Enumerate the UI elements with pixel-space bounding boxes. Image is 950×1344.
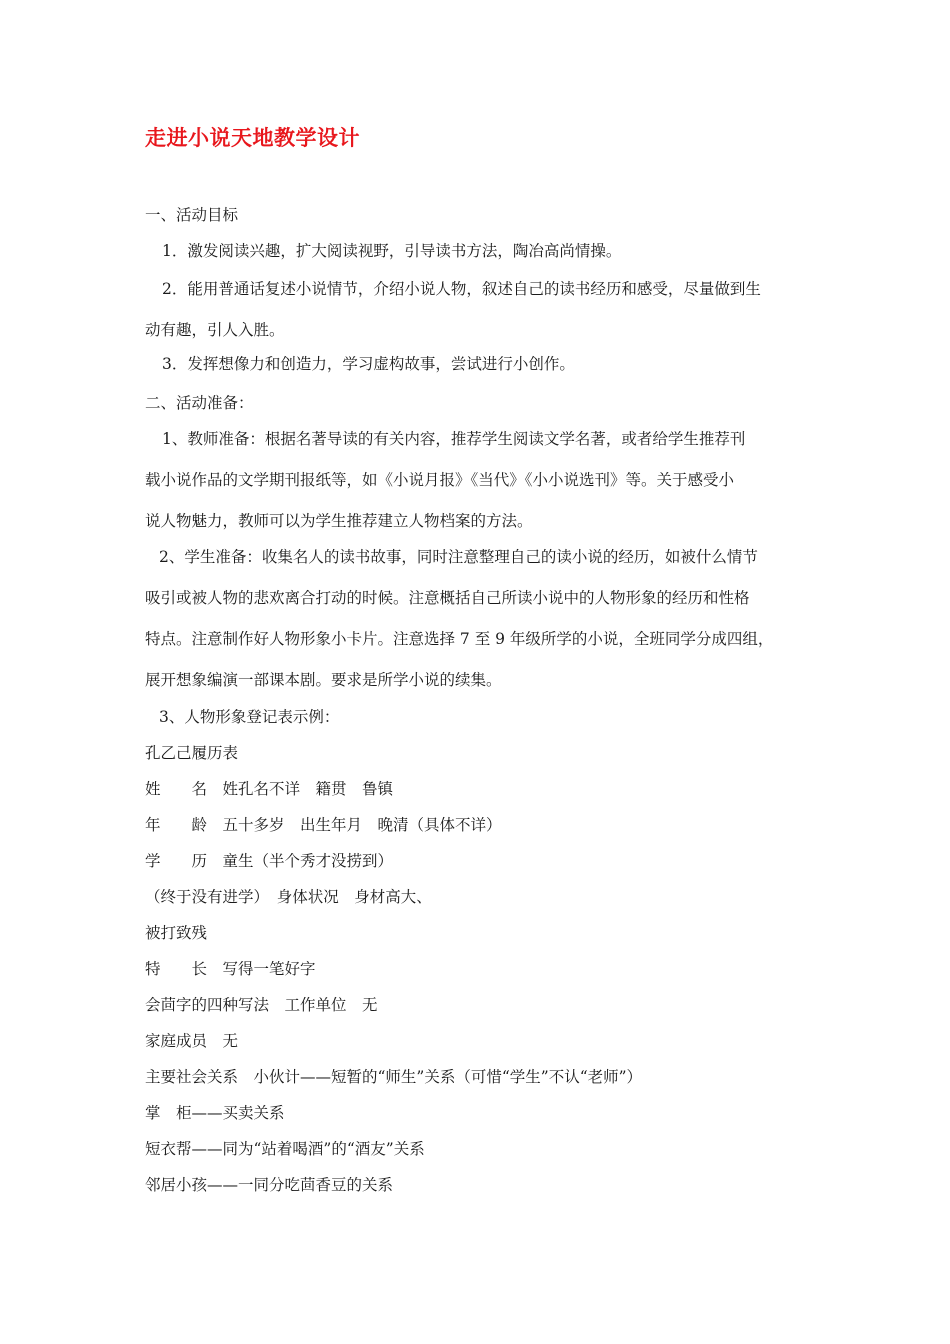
student-preparation-line-2: 吸引或被人物的悲欢离合打动的时候。注意概括自己所读小说中的人物形象的经历和性格 [145,589,750,607]
goal-item-1: 1．激发阅读兴趣，扩大阅读视野，引导读书方法，陶冶高尚情操。 [162,242,622,260]
resume-skills-row: 特 长 写得一笔好字 [145,960,316,978]
section-heading-goals: 一、活动目标 [145,206,239,224]
resume-name-row: 姓 名 姓孔名不详 籍贯 鲁镇 [145,780,394,798]
student-preparation: 2、学生准备：收集名人的读书故事，同时注意整理自己的读小说的经历，如被什么情节 [159,548,758,566]
resume-health-continued: 被打致残 [145,924,208,942]
goal-item-3: 3．发挥想像力和创造力，学习虚构故事，尝试进行小创作。 [162,355,575,373]
teacher-preparation-line-3: 说人物魅力，教师可以为学生推荐建立人物档案的方法。 [145,512,533,530]
student-preparation-line-3: 特点。注意制作好人物形象小卡片。注意选择 7 至 9 年级所学的小说，全班同学分成四组， [145,630,774,648]
document-title: 走进小说天地教学设计 [145,126,360,150]
resume-relation-boss: 掌 柜——买卖关系 [145,1104,285,1122]
resume-title: 孔乙己履历表 [145,744,239,762]
registration-form-heading: 3、人物形象登记表示例： [159,708,340,726]
resume-education-row: 学 历 童生（半个秀才没捞到） [145,852,394,870]
resume-skills-continued: 会茴字的四种写法 工作单位 无 [145,996,378,1014]
teacher-preparation-line-2: 载小说作品的文学期刊报纸等，如《小说月报》《当代》《小小说选刊》等。关于感受小 [145,471,735,489]
resume-relation-children: 邻居小孩——一同分吃茴香豆的关系 [145,1176,394,1194]
resume-relations-row: 主要社会关系 小伙计——短暂的“师生”关系（可惜“学生”不认“老师”） [145,1068,643,1086]
goal-item-2-continued: 动有趣，引人入胜。 [145,321,285,339]
resume-family-row: 家庭成员 无 [145,1032,239,1050]
goal-item-2: 2．能用普通话复述小说情节，介绍小说人物，叙述自己的读书经历和感受，尽量做到生 [162,280,761,298]
resume-relation-short-coats: 短衣帮——同为“站着喝酒”的“酒友”关系 [145,1140,425,1158]
student-preparation-line-4: 展开想象编演一部课本剧。要求是所学小说的续集。 [145,671,502,689]
teacher-preparation: 1、教师准备：根据名著导读的有关内容，推荐学生阅读文学名著，或者给学生推荐刊 [162,430,746,448]
section-heading-preparation: 二、活动准备： [145,394,254,412]
resume-age-row: 年 龄 五十多岁 出生年月 晚清（具体不详） [145,816,502,834]
resume-education-continued: （终于没有进学） 身体状况 身材高大、 [145,888,432,906]
